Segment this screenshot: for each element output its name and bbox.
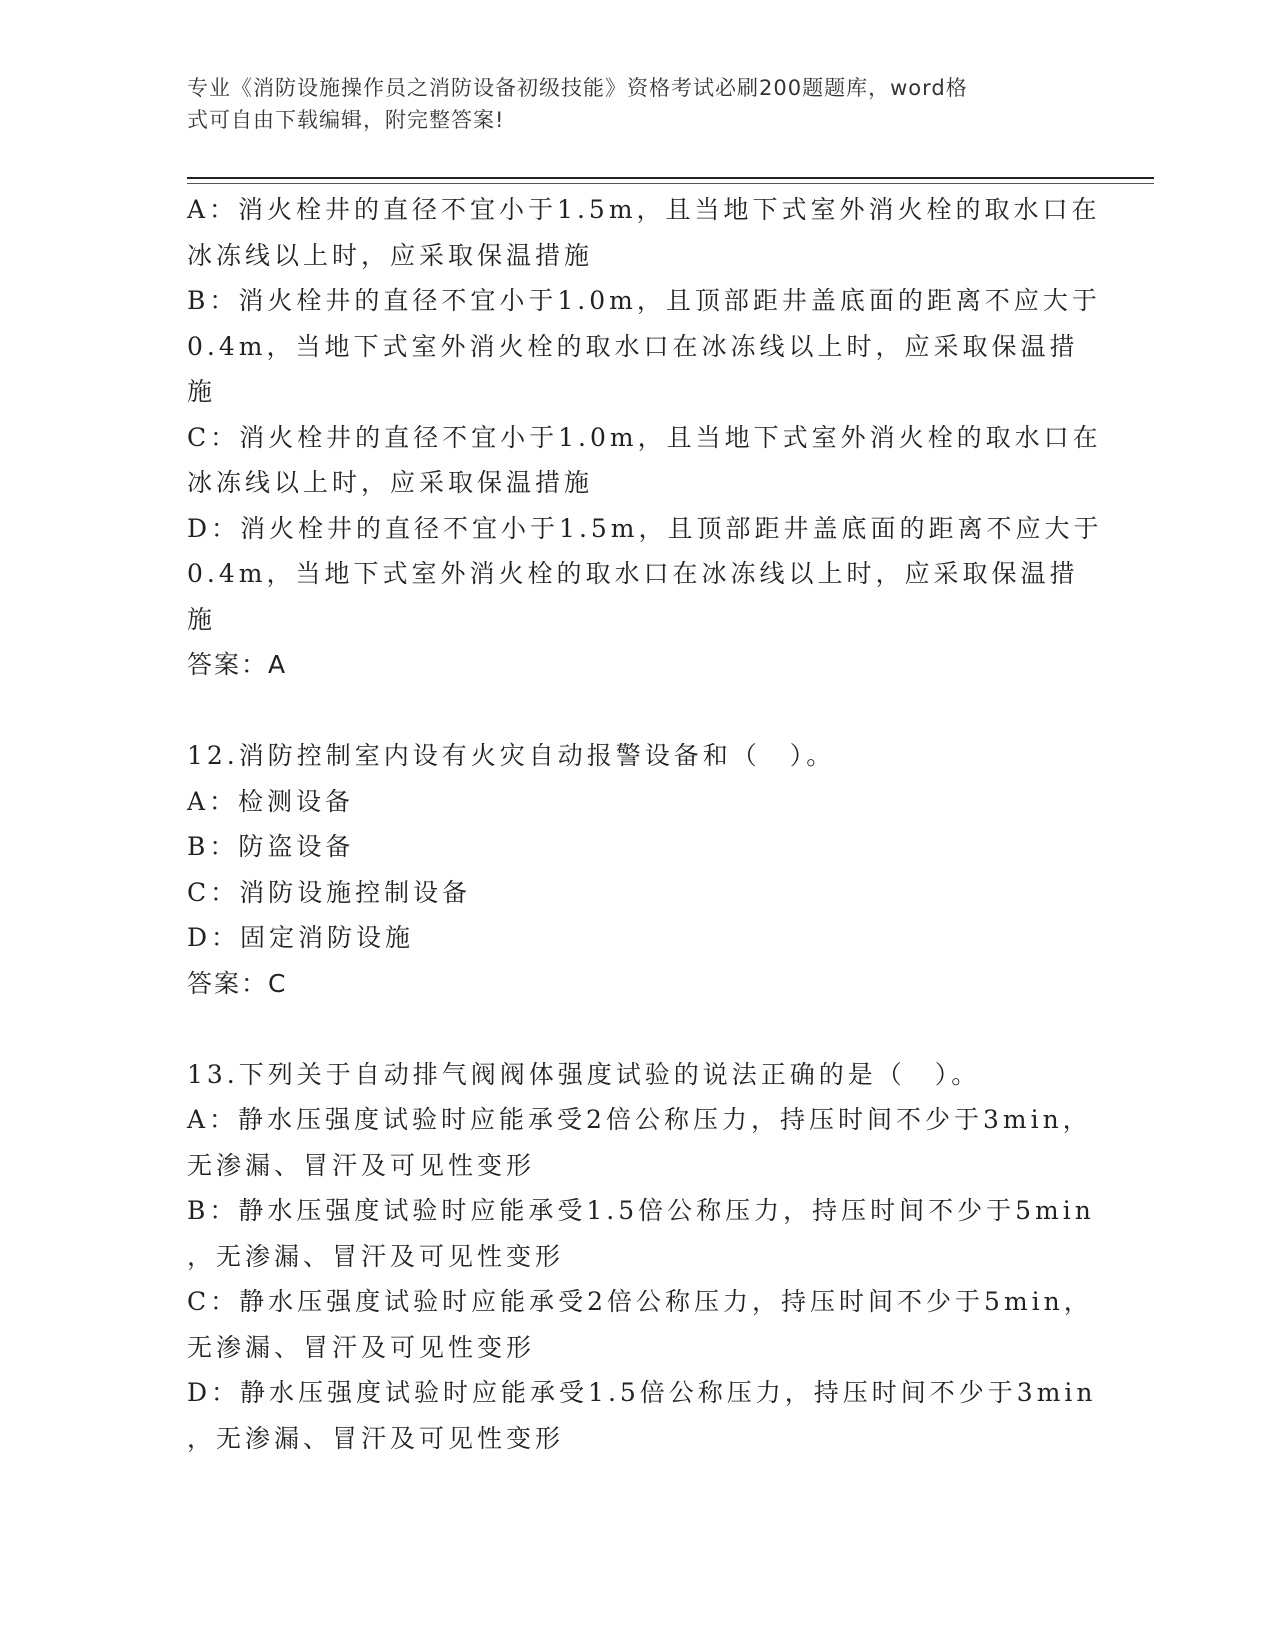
q11-option-d-line-1: D：消火栓井的直径不宜小于1.5m，且顶部距井盖底面的距离不应大于 — [187, 513, 1103, 543]
q13-option-a-line-2: 无渗漏、冒汗及可见性变形 — [187, 1150, 536, 1180]
q11-option-b-line-1: B：消火栓井的直径不宜小于1.0m，且顶部距井盖底面的距离不应大于 — [187, 286, 1101, 315]
q13-option-c-line-1: C：静水压强度试验时应能承受2倍公称压力，持压时间不少于5min， — [187, 1287, 1093, 1316]
q13-option-b-line-2: ，无渗漏、冒汗及可见性变形 — [187, 1241, 565, 1271]
document-header — [187, 72, 1087, 136]
spacer — [187, 688, 1087, 734]
q11-option-c-line-2: 冰冻线以上时，应采取保温措施 — [187, 468, 594, 497]
document-body — [187, 187, 1103, 1461]
q12-option-d: D：固定消防设施 — [187, 923, 415, 952]
q11-option-d-line-3: 施 — [187, 604, 217, 634]
question-13 — [187, 1052, 1097, 1462]
header-divider-thin — [187, 183, 1154, 184]
header-line-2: 式可自由下载编辑，附完整答案! — [187, 108, 505, 132]
q11-answer: 答案：A — [187, 650, 288, 679]
q12-option-a: A：检测设备 — [187, 786, 355, 816]
q11-option-b-line-2: 0.4m，当地下式室外消火栓的取水口在冰冻线以上时，应采取保温措 — [187, 331, 1079, 361]
q13-option-b-line-1: B：静水压强度试验时应能承受1.5倍公称压力，持压时间不少于5min — [187, 1196, 1095, 1225]
q13-option-d-line-1: D：静水压强度试验时应能承受1.5倍公称压力，持压时间不少于3min — [187, 1378, 1097, 1407]
q13-option-d-line-2: ，无渗漏、冒汗及可见性变形 — [187, 1423, 565, 1453]
q11-option-b-line-3: 施 — [187, 377, 217, 406]
q11-option-a-line-2: 冰冻线以上时，应采取保温措施 — [187, 240, 594, 270]
q11-option-a-line-1: A：消火栓井的直径不宜小于1.5m，且当地下式室外消火栓的取水口在 — [187, 195, 1101, 224]
q11-option-c-line-1: C：消火栓井的直径不宜小于1.0m，且当地下式室外消火栓的取水口在 — [187, 422, 1102, 452]
q12-question: 12.消防控制室内设有火灾自动报警设备和（ ）。 — [187, 741, 836, 770]
question-11-options — [187, 187, 1103, 688]
question-12 — [187, 733, 1087, 1006]
q13-option-c-line-2: 无渗漏、冒汗及可见性变形 — [187, 1332, 536, 1362]
q12-option-c: C：消防设施控制设备 — [187, 877, 472, 907]
header-line-1: 专业《消防设施操作员之消防设备初级技能》资格考试必刷200题题库，word格 — [187, 76, 968, 100]
q12-answer: 答案：C — [187, 968, 288, 998]
q12-option-b: B：防盗设备 — [187, 832, 355, 861]
header-divider-thick — [187, 177, 1154, 179]
spacer — [187, 1006, 1087, 1052]
q13-option-a-line-1: A：静水压强度试验时应能承受2倍公称压力，持压时间不少于3min， — [187, 1105, 1092, 1134]
q11-option-d-line-2: 0.4m，当地下式室外消火栓的取水口在冰冻线以上时，应采取保温措 — [187, 559, 1079, 588]
q13-question: 13.下列关于自动排气阀阀体强度试验的说法正确的是（ ）。 — [187, 1059, 981, 1089]
